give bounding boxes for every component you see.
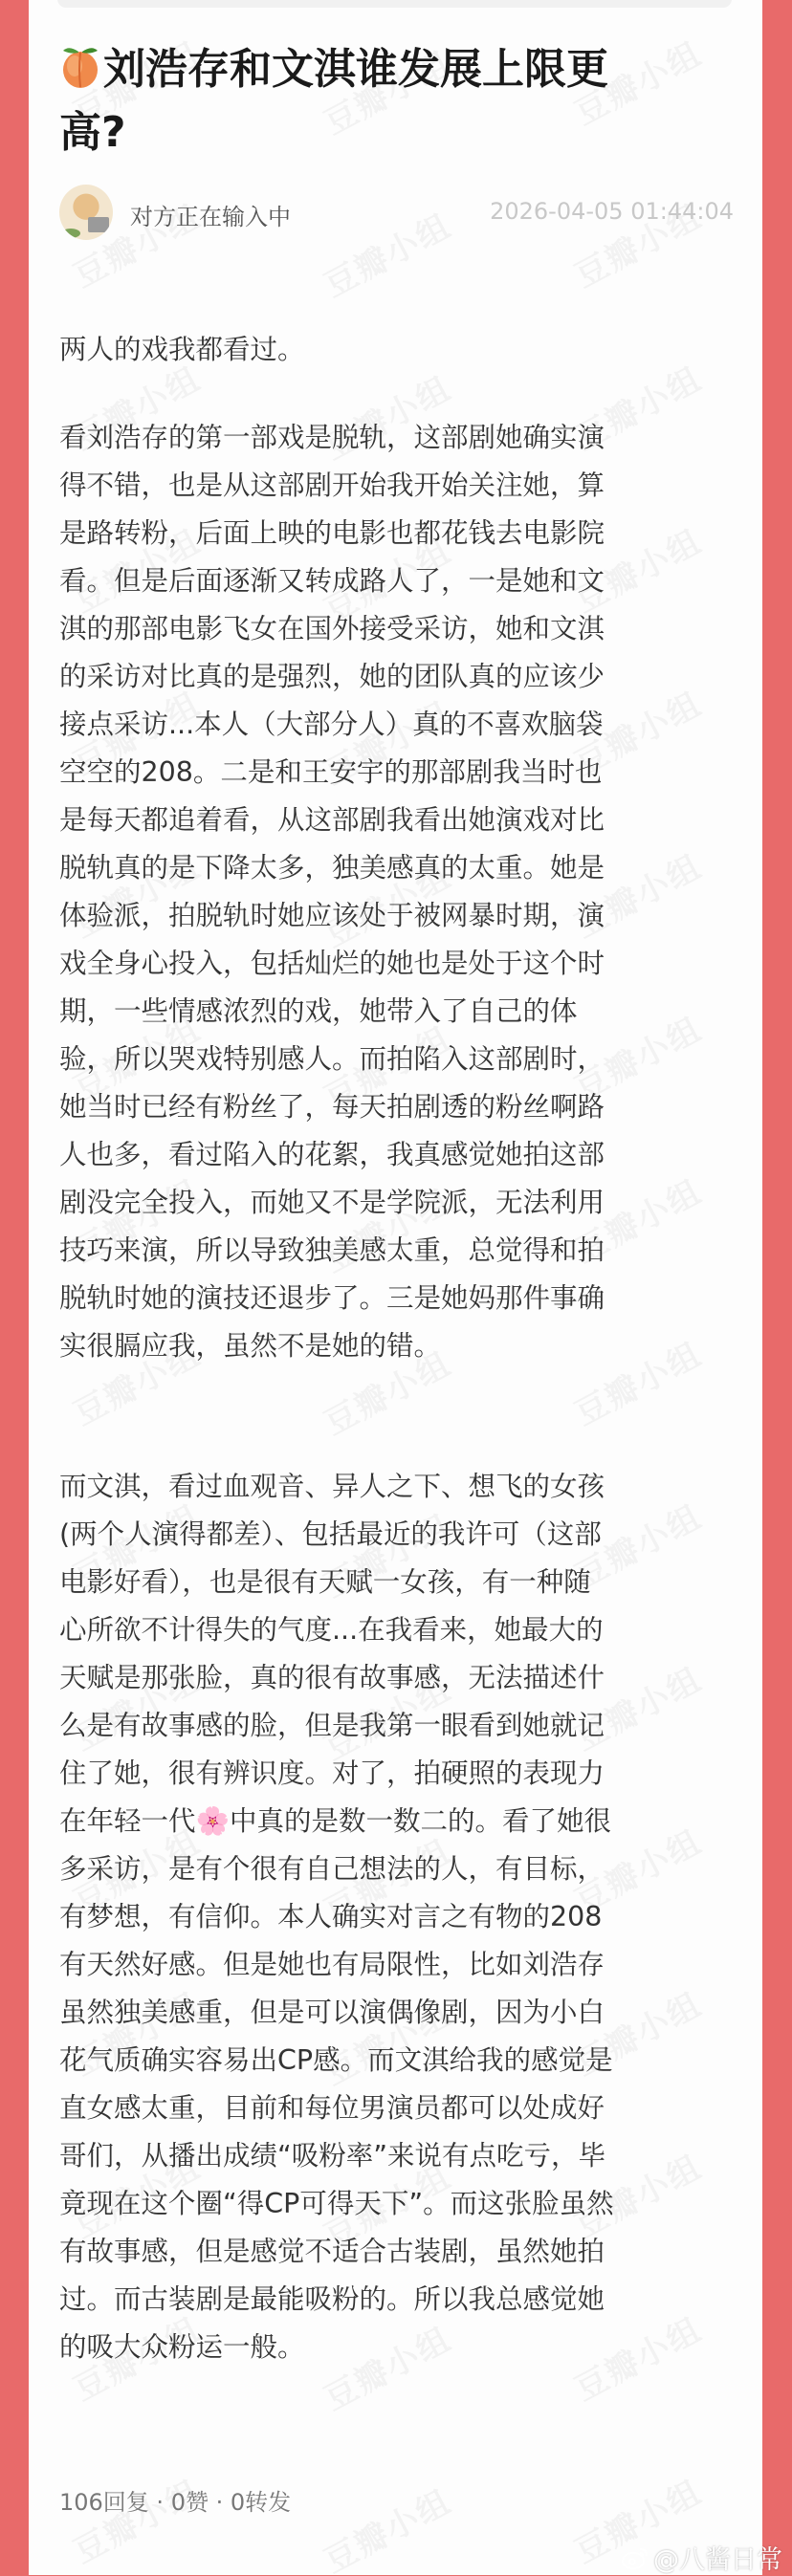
avatar-laptop-shape: [88, 217, 109, 232]
watermark: [64, 2466, 208, 2572]
paragraph-line: 直女感太重，目前和每位男演员都可以处成好: [59, 2092, 605, 2124]
paragraph-line: 多采访，是有个很有自己想法的人，有目标，: [59, 1853, 605, 1885]
paragraph-line: 淇的那部电影飞女在国外接受采访，她和文淇: [59, 613, 605, 644]
source-watermark: [621, 2539, 782, 2576]
paragraph-line: 验，所以哭戏特别感人。而拍陷入这部剧时，: [59, 1043, 605, 1075]
paragraph-line: 体验派，拍脱轨时她应该处于被网暴时期，演: [59, 900, 605, 931]
paragraph-line: 是每天都追着看，从这部剧我看出她演戏对比: [59, 804, 605, 836]
paragraph-line: (两个人演得都差）、包括最近的我许可（这部: [59, 1518, 602, 1550]
paragraph-line: 花气质确实容易出CP感。而文淇给我的感觉是: [59, 2044, 613, 2076]
paragraph-line: 有梦想，有信仰。本人确实对言之有物的208: [59, 1901, 603, 1932]
paragraph-line: 脱轨真的是下降太多，独美感真的太重。她是: [59, 852, 605, 884]
paragraph-line: 是路转粉，后面上映的电影也都花钱去电影院: [59, 517, 605, 549]
post-title: [59, 38, 734, 164]
paragraph-line: 空空的208。二是和王安宇的那部剧我当时也: [59, 756, 603, 788]
source-watermark-text: @八酱日常: [653, 2545, 782, 2575]
paragraph-line: 期，一些情感浓烈的戏，她带入了自己的体: [59, 995, 578, 1027]
paragraph-line: 电影好看），也是很有天赋一女孩，有一种随: [59, 1566, 591, 1598]
paragraph-line: 住了她，很有辨识度。对了，拍硬照的表现力: [59, 1757, 605, 1789]
title-line-1: [59, 38, 734, 101]
author-row: [59, 185, 734, 240]
weibo-icon: [621, 2545, 649, 2570]
paragraph-line: 剧没完全投入，而她又不是学院派，无法利用: [59, 1187, 605, 1218]
paragraph-line: 接点采访...本人（大部分人）真的不喜欢脑袋: [59, 709, 604, 740]
peach-icon: [59, 43, 101, 89]
post-card: [29, 0, 762, 2575]
paragraph-line: 么是有故事感的脸，但是我第一眼看到她就记: [59, 1710, 605, 1741]
paragraph-line: 得不错，也是从这部剧开始我开始关注她，算: [59, 469, 605, 501]
paragraph-line: 心所欲不计得失的气度...在我看来，她最大的: [59, 1614, 604, 1646]
paragraph-line: 看。但是后面逐渐又转成路人了，一是她和文: [59, 565, 605, 597]
post-timestamp: 2026-04-05 01:44:04: [490, 198, 734, 225]
paragraph-line: 的吸大众粉运一般。: [59, 2331, 305, 2363]
previous-card-edge: [57, 0, 732, 8]
paragraph-2: [59, 414, 748, 1370]
paragraph-line: 实很膈应我，虽然不是她的错。: [59, 1330, 442, 1362]
title-line-2: 高?: [59, 108, 126, 157]
paragraph-line: 过。而古装剧是最能吸粉的。所以我总感觉她: [59, 2283, 605, 2315]
avatar[interactable]: [59, 185, 113, 240]
paragraph-line: 虽然独美感重，但是可以演偶像剧，因为小白: [59, 1997, 605, 2028]
avatar-plant-shape: [61, 229, 80, 238]
paragraph-line: 看刘浩存的第一部戏是脱轨，这部剧她确实演: [59, 422, 605, 453]
title-text-1: 刘浩存和文淇谁发展上限更: [103, 45, 608, 94]
paragraph-3: [59, 1463, 748, 2371]
paragraph-line: 哥们，从播出成绩“吸粉率”来说有点吃亏，毕: [59, 2140, 606, 2172]
paragraph-line: 有天然好感。但是她也有局限性，比如刘浩存: [59, 1949, 605, 1980]
paragraph-line: 天赋是那张脸，真的很有故事感，无法描述什: [59, 1662, 605, 1693]
paragraph-line: 的采访对比真的是强烈，她的团队真的应该少: [59, 661, 605, 692]
paragraph-line: 她当时已经有粉丝了，每天拍剧透的粉丝啊路: [59, 1091, 605, 1123]
paragraph-line: 两人的戏我都看过。: [59, 334, 305, 365]
paragraph-line: 脱轨时她的演技还退步了。三是她妈那件事确: [59, 1282, 605, 1314]
post-stats: 106回复 · 0赞 · 0转发: [59, 2489, 292, 2516]
paragraph-line: 竟现在这个圈“得CP可得天下”。而这张脸虽然: [59, 2188, 614, 2219]
paragraph-line: 技巧来演，所以导致独美感太重，总觉得和拍: [59, 1234, 605, 1266]
paragraph-line: 而文淇，看过血观音、异人之下、想飞的女孩: [59, 1471, 605, 1502]
author-name[interactable]: 对方正在输入中: [130, 204, 291, 230]
watermark: [315, 2476, 458, 2575]
paragraph-line: 有故事感，但是感觉不适合古装剧，虽然她拍: [59, 2236, 605, 2267]
paragraph-line: 在年轻一代🌸中真的是数一数二的。看了她很: [59, 1805, 611, 1837]
paragraph-line: 人也多，看过陷入的花絮，我真感觉她拍这部: [59, 1139, 605, 1170]
paragraph-line: 戏全身心投入，包括灿烂的她也是处于这个时: [59, 948, 605, 979]
paragraph-1: [59, 326, 748, 374]
